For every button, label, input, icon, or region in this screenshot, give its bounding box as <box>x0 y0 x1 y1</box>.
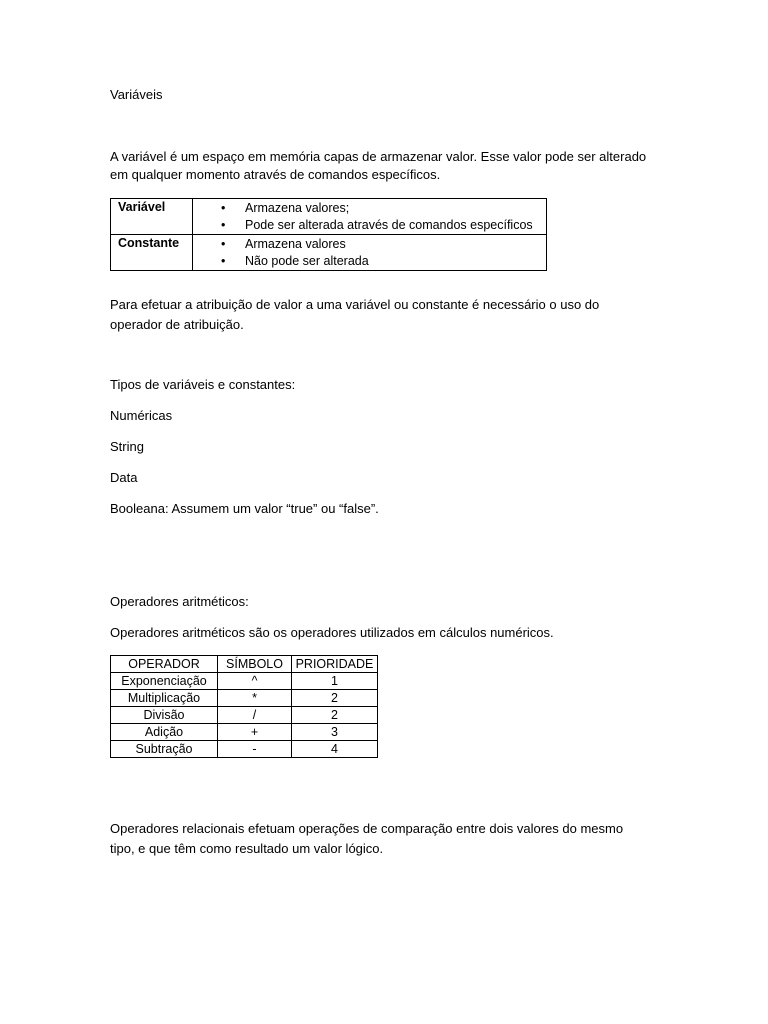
header-simbolo: SÍMBOLO <box>218 656 292 673</box>
table-row <box>111 690 378 707</box>
variable-constant-table <box>110 198 547 271</box>
cell-priority: 2 <box>292 690 378 707</box>
type-boolean: Booleana: Assumem um valor “true” ou “false”. <box>110 501 379 516</box>
assignment-paragraph: Para efetuar a atribuição de valor a uma variável ou constante é necessário o uso do operador de atribuição. <box>110 297 600 332</box>
relational-paragraph: Operadores relacionais efetuam operações de comparação entre dois valores do mesmo tipo, e que têm como resultado um valor lógico. <box>110 821 624 856</box>
arith-description: Operadores aritméticos são os operadores utilizados em cálculos numéricos. <box>110 625 554 640</box>
bullet-cell <box>193 199 547 235</box>
doc-title: Variáveis <box>110 87 163 102</box>
type-numeric: Numéricas <box>110 408 173 423</box>
row-label-variavel: Variável <box>111 199 193 235</box>
header-prioridade: PRIORIDADE <box>292 656 378 673</box>
bullet-cell <box>193 235 547 271</box>
cell-priority: 2 <box>292 707 378 724</box>
cell-operator: Adição <box>111 724 218 741</box>
table-row <box>111 673 378 690</box>
table-row <box>111 741 378 758</box>
operators-table <box>110 655 378 758</box>
list-item: • Armazena valores <box>221 237 346 251</box>
table-row <box>111 235 547 271</box>
row-label-constante: Constante <box>111 235 193 271</box>
intro-paragraph: A variável é um espaço em memória capas de armazenar valor. Esse valor pode ser alterado em qualquer momento através de comandos específicos. <box>110 149 647 182</box>
bullet-icon: • <box>221 253 226 268</box>
cell-symbol: / <box>218 707 292 724</box>
cell-operator: Exponenciação <box>111 673 218 690</box>
list-item: • Armazena valores; <box>221 201 350 215</box>
cell-symbol: + <box>218 724 292 741</box>
cell-operator: Divisão <box>111 707 218 724</box>
cell-operator: Multiplicação <box>111 690 218 707</box>
cell-priority: 1 <box>292 673 378 690</box>
table-header-row <box>111 656 378 673</box>
table-row <box>111 707 378 724</box>
types-heading: Tipos de variáveis e constantes: <box>110 377 296 392</box>
table-row <box>111 724 378 741</box>
table-row <box>111 199 547 235</box>
bullet-icon: • <box>221 201 226 215</box>
cell-symbol: - <box>218 741 292 758</box>
header-operador: OPERADOR <box>111 656 218 673</box>
arith-heading: Operadores aritméticos: <box>110 594 249 609</box>
cell-symbol: ^ <box>218 673 292 690</box>
cell-operator: Subtração <box>111 741 218 758</box>
list-item: • Não pode ser alterada <box>221 253 369 268</box>
type-string: String <box>110 439 144 454</box>
cell-symbol: * <box>218 690 292 707</box>
bullet-icon: • <box>221 237 226 251</box>
cell-priority: 4 <box>292 741 378 758</box>
cell-priority: 3 <box>292 724 378 741</box>
type-date: Data <box>110 470 138 485</box>
bullet-icon: • <box>221 217 226 232</box>
list-item: • Pode ser alterada através de comandos específicos <box>221 217 533 232</box>
